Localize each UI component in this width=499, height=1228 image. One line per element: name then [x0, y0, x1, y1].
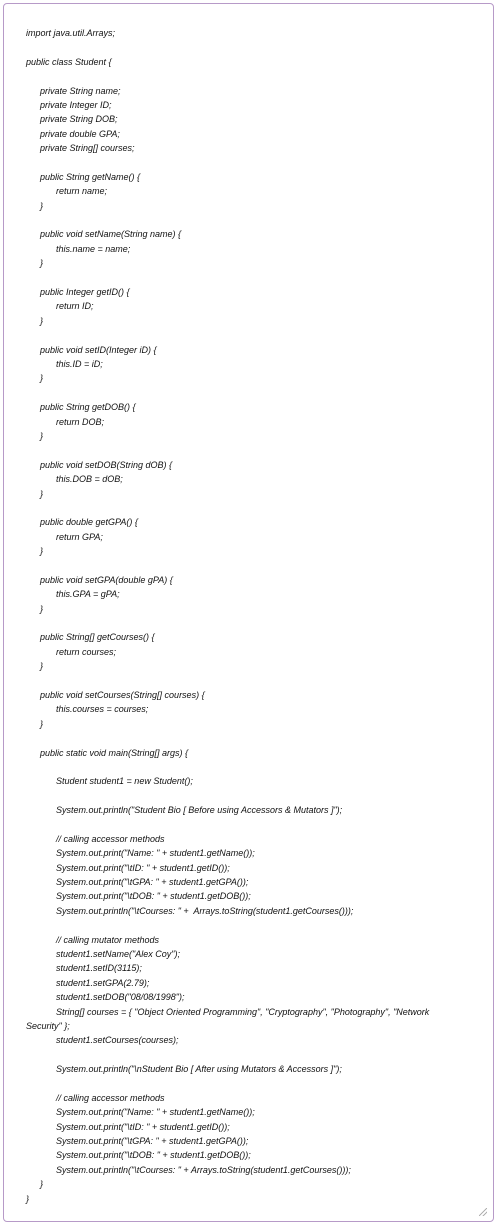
code-line: public String getDOB() { [40, 402, 136, 413]
code-line: public String[] getCourses() { [40, 632, 155, 643]
code-line [4, 69, 493, 83]
code-line [4, 328, 493, 342]
code-line: this.GPA = gPA; [56, 589, 120, 600]
code-line [4, 40, 493, 54]
code-line: return GPA; [56, 531, 103, 542]
code-line [4, 731, 493, 745]
code-line: this.courses = courses; [56, 704, 149, 715]
code-line: System.out.println("Student Bio [ Before using Accessors & Mutators ]"); [56, 805, 343, 816]
code-line: } [40, 603, 44, 614]
resize-handle-icon[interactable] [479, 1208, 487, 1216]
code-line: } [40, 430, 44, 441]
code-line: System.out.print("\tDOB: " + student1.getDOB()); [56, 891, 251, 902]
code-line: System.out.print("Name: " + student1.getName()); [56, 1107, 255, 1118]
code-line: public void setDOB(String dOB) { [40, 459, 173, 470]
code-line: String[] courses = { "Object Oriented Programming", "Cryptography", "Photography", "Network [56, 1006, 430, 1017]
code-line [4, 674, 493, 688]
code-line: this.DOB = dOB; [56, 474, 123, 485]
code-line: public Integer getID() { [40, 287, 130, 298]
code-line: System.out.print("\tID: " + student1.getID()); [56, 862, 230, 873]
code-line: System.out.print("\tGPA: " + student1.getGPA()); [56, 1136, 249, 1147]
code-line: // calling accessor methods [56, 833, 165, 844]
code-line: Student student1 = new Student(); [56, 776, 193, 787]
code-line: student1.setCourses(courses); [56, 1035, 179, 1046]
code-line: System.out.println("\tCourses: " + Arrays.toString(student1.getCourses())); [56, 1164, 351, 1175]
code-line: } [40, 200, 44, 211]
code-line: public void setName(String name) { [40, 229, 182, 240]
code-line: } [40, 315, 44, 326]
code-block [4, 26, 493, 1206]
code-line [4, 1077, 493, 1091]
code-line: this.name = name; [56, 243, 131, 254]
code-line: student1.setName("Alex Coy"); [56, 949, 180, 959]
code-panel [3, 3, 494, 1222]
code-line: public class Student { [26, 56, 112, 67]
code-line: private double GPA; [40, 128, 120, 139]
code-line: return DOB; [56, 416, 105, 427]
code-line [4, 271, 493, 285]
code-line [4, 558, 493, 572]
code-line: public void setID(Integer iD) { [40, 344, 157, 355]
code-line: public String getName() { [40, 171, 141, 182]
code-line: System.out.print("\tDOB: " + student1.getDOB()); [56, 1150, 251, 1161]
code-line: public double getGPA() { [40, 517, 138, 528]
code-line [4, 918, 493, 932]
code-line: return ID; [56, 301, 94, 312]
code-line [4, 386, 493, 400]
code-line: } [40, 661, 44, 672]
code-line: return name; [56, 186, 108, 197]
code-line: } [40, 488, 44, 499]
code-line [4, 1048, 493, 1062]
code-line [4, 156, 493, 170]
code-line: student1.setDOB("08/08/1998"); [56, 992, 185, 1003]
code-line: Security" }; [26, 1020, 70, 1031]
code-line [4, 501, 493, 515]
code-line: private String DOB; [40, 114, 118, 125]
code-line: public static void main(String[] args) { [40, 747, 189, 758]
code-line: System.out.print("Name: " + student1.getName()); [56, 848, 255, 859]
code-line [4, 789, 493, 803]
code-line: } [40, 258, 44, 269]
code-line: public void setGPA(double gPA) { [40, 574, 173, 585]
code-line: import java.util.Arrays; [26, 28, 116, 38]
code-line [4, 817, 493, 831]
code-line: student1.setGPA(2.79); [56, 977, 150, 988]
code-line: } [40, 1179, 44, 1190]
code-line: System.out.print("\tID: " + student1.getID()); [56, 1121, 230, 1132]
code-line: } [26, 1193, 30, 1204]
code-line: student1.setID(3115); [56, 963, 142, 974]
code-line: this.ID = iD; [56, 358, 103, 369]
code-line [4, 443, 493, 457]
code-line: } [40, 718, 44, 729]
code-line [4, 616, 493, 630]
code-line [4, 213, 493, 227]
code-line: private Integer ID; [40, 99, 112, 110]
code-line: public void setCourses(String[] courses) { [40, 689, 205, 700]
code-line: System.out.println("\nStudent Bio [ After using Mutators & Accessors ]"); [56, 1064, 342, 1075]
code-line: // calling accessor methods [56, 1092, 165, 1103]
code-line: private String[] courses; [40, 143, 135, 154]
code-line: System.out.println("\tCourses: " + Arrays.toString(student1.getCourses())); [56, 905, 354, 916]
code-line: return courses; [56, 646, 117, 657]
code-line: private String name; [40, 85, 121, 96]
code-line: } [40, 373, 44, 384]
code-line [4, 760, 493, 774]
code-line: System.out.print("\tGPA: " + student1.getGPA()); [56, 877, 249, 888]
code-line: // calling mutator methods [56, 934, 160, 945]
code-line: } [40, 546, 44, 557]
